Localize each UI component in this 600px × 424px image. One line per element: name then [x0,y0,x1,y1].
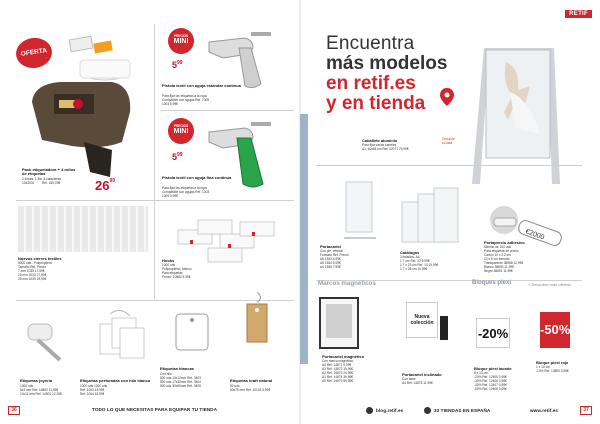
bottom-product-4-name: Etiquetas kraft natural [230,378,273,383]
footer-slogan: TODO LO QUE NECESITAS PARA EQUIPAR TU TIENDA [92,407,218,412]
sign-holder-detail-3: A6 1383 4,99€ [320,257,341,261]
price-labeler-image [12,32,142,182]
tag-gun-1-title: Pistola textil con aguja estándar contínua [162,84,241,88]
page-number-right: 37 [580,406,592,415]
plexi-rojo-detail-1: 1 x 10 cm [536,365,550,369]
fasteners-title: Nuevos cierres textiles [18,256,62,261]
magnetic-frame-detail-1: Con marco magnético [322,359,354,363]
hooks-image [168,210,288,270]
bottom-product-3-detail-3: 500 uds 17x30mm Ref. 3404 [160,380,201,384]
tag-gun-1-detail-3: 1303 5,99€ [162,102,178,106]
inclined-frame-image [438,314,450,342]
magnetic-frame-detail-4: A2 Ref. 14873 24,99€ [322,371,354,375]
hooks-title: Hooks [162,258,175,263]
tag-gun-1-detail-2: Compatible con agujas Ref. 1305 [162,98,210,102]
plexi-lacado-title: Bloque plexi lacado [474,366,512,371]
section-title-plexi: Bloques plexi [472,280,512,286]
labeler-price-dec: 99 [109,178,116,184]
plexi-rojo-title: Bloque plexi rojo [536,360,569,365]
section-title-magnetic: Marcos magnéticos [318,280,376,287]
store-icon [424,407,431,414]
magnetic-frame-detail-6: A0 Ref. 14875 59,99€ [322,379,354,383]
labeler-price-whole: 26 [95,178,110,193]
perforated-labels-image [90,306,150,366]
magnetic-frame-image [318,296,360,350]
precios-mini-2-line1: PRECIOS [173,124,189,128]
plexi-lacado-detail-2: -20% Ref. 12405 3,99€ [474,375,507,379]
precios-mini-line2: MINI [173,38,189,45]
tag-gun-2-price-dec: 99 [177,152,183,158]
headline-line3: en retif.es [326,73,416,94]
tag-gun-2-detail-3: 1305 5,99€ [162,194,178,198]
divider [160,110,294,111]
hooks-detail-2: Polipropileno, blanco [162,267,192,271]
price-holder-detail-7: Negro 38891 11,99€ [484,269,513,273]
price-holder-detail-1: Minimo de 100 uds [484,245,511,249]
oferta-badge: OFERTA [14,36,54,71]
price-holder-detail-2: Para etiquetas de precio [484,249,519,253]
tag-gun-2-image [205,118,275,193]
labeler-detail-1: 2 líneas, 1 fila, 8 caracteres [22,177,61,181]
precios-mini-line1: PRECIOS [173,34,189,38]
price-holder-detail-5: Transparente 38988 12,99€ [484,261,524,265]
price-holder-detail-4: 10 x 5 cm formato [484,257,510,261]
magnetic-frame-detail-2: A4 Ref. 14871 9,99€ [322,363,352,367]
precios-mini-badge-2 [168,118,194,144]
nueva-line1: Nueva [414,314,430,320]
bottom-product-3-detail-1: Con hilo [160,372,172,376]
sign-holder-detail-1: Con pie, vertical [320,249,343,253]
pin-caption-2: tu casa [442,141,453,145]
page-number-left: 36 [8,406,20,415]
tag-gun-2-detail-2: Compatible con agujas Ref. 1303 [162,190,210,194]
bottom-product-3-detail-2: 500 uds 10x12mm Ref. 3403 [160,376,201,380]
retif-logo: RETIF [565,10,592,18]
hooks-detail-4: Precio: 10882 5,99€ [162,275,191,279]
brochure-holder-title: Catálogos [400,250,420,255]
brochure-holder-image [396,184,466,248]
blog-icon [366,407,373,414]
sign-holder-detail-4: A5 1384 5,99€ [320,261,341,265]
inclined-frame-detail-1: Con base [402,377,416,381]
magnetic-frame-detail-3: A3 Ref. 14872 15,99€ [322,367,354,371]
poster-stand-detail-1: Para fijar varios carteles [362,143,397,147]
bottom-product-4-detail-2: 60x75 mm Ref. 10103 3,99€ [230,388,271,392]
hooks-detail-1: 1000 uds [162,263,176,267]
sign-holder-title: Portacartel [320,244,341,249]
jewelry-labels-image [24,316,68,366]
hooks-detail-3: Para etiquetas [162,271,183,275]
tag-gun-2-price-whole: 5 [172,152,178,162]
headline-line2: más modelos [326,53,448,74]
bottom-product-2-detail-3: Ref. 1064 16,99€ [80,392,105,396]
tag-gun-1-price-whole: 5 [172,60,178,70]
bottom-product-2-detail-1: 1000 uds 1000 uds [80,384,108,388]
bottom-product-4-detail-1: 50 uds [230,384,240,388]
discount-block-1: -20% [476,318,510,348]
bottom-product-1-detail-1: 1000 uds [20,384,34,388]
sign-holder-detail-2: Formato Ref. Precio [320,253,349,257]
magnetic-frame-detail-5: A1 Ref. 14874 39,99€ [322,375,354,379]
labeler-detail-3: Ref. 159,09€ [42,181,61,185]
tag-gun-2-detail-1: Para fijar las etiquetas a la ropa [162,186,207,190]
tag-gun-2-price [172,152,183,162]
headline-line4: y en tienda [326,93,426,114]
bottom-product-2-name: Etiquetas perforadas con hilo blanco [80,378,151,383]
brochure-holder-detail-1: 3 bolsillos, A4 [400,255,420,259]
inclined-frame-detail-2: A4 Ref. 14876 11,99€ [402,381,433,385]
column-divider [154,24,155,299]
svg-text:€2000: €2000 [524,228,546,242]
tag-gun-1-price [172,60,183,70]
price-holder-detail-6: Blanco 38890 11,99€ [484,265,514,269]
footer-web[interactable]: www.retif.es [530,408,559,413]
white-labels-image [172,310,212,354]
acrylic-sign-holder-image [340,178,380,248]
fasteners-detail-3: 7 mm 1035 17,59€ [18,269,45,273]
tag-gun-1-detail-1: Para fijar las etiquetas a la ropa [162,94,207,98]
more-offers-link[interactable]: + Descubre más ofertas [528,282,571,287]
bottom-product-3-name: Etiquetas blancas [160,366,195,371]
tag-gun-1-price-dec: 99 [177,60,183,66]
headline-line1: Encuentra [326,33,415,54]
inclined-frame-title: Portacartel inclinado [402,372,442,377]
fasteners-detail-1: 5000 uds - Polipropileno [18,261,53,265]
plexi-rojo-detail-2: -10% Ref. 13803 3,99€ [536,369,569,373]
headline [326,34,447,114]
fasteners-detail-5: 25 mm 1039 19,99€ [18,277,47,281]
footer-stores[interactable]: 33 TIENDAS EN ESPAÑA [434,408,491,413]
brochure-holder-detail-4: 1 7 x 28 cm 10,99€ [400,267,428,271]
bottom-product-1-name: Etiquetas joyería [20,378,53,383]
divider [16,200,294,201]
brochure-holder-detail-2: 1 7 cm Ref. 12 9,99€ [400,259,430,263]
price-holder-title: Portaprecio adhesivo [484,240,525,245]
fasteners-image [18,206,148,252]
nueva-line2: colección [410,320,434,326]
bottom-product-1-detail-3: 10x11 mm Ref. 14801 12,29€ [20,392,62,396]
plexi-lacado-detail-4: -40% Ref. 12407 3,99€ [474,383,507,387]
bottom-product-1-detail-2: 5x3 mm Ref. 14800 11,99€ [20,388,59,392]
fasteners-detail-4: 15 mm 1033 17,99€ [18,273,47,277]
nueva-coleccion-sign [406,302,438,338]
precios-mini-badge-1 [168,28,194,54]
kraft-label-image [242,292,272,346]
tag-gun-2-title: Pistola textil con aguja fina continua [162,176,232,180]
footer-blog[interactable]: blog.retif.es [376,408,404,413]
pin-caption-1: Cerca de [442,137,455,141]
labeler-title: Pack etiquetadora + 4 rollos de etiquetas [22,168,76,177]
price-holder-detail-3: Cartón 10 x 2.2 cm [484,253,511,257]
poster-stand-detail-2: A1, 60x84 cm Ref. 12071 79,99€ [362,147,409,151]
labeler-detail-2: 1043031 [22,181,35,185]
brochure-holder-detail-3: 1 7 x 23 cm Ref. 14 19,99€ [400,263,439,267]
magnetic-frame-title: Portacartel magnético [322,354,365,359]
poster-stand-title: Caballete aluminio [362,138,398,143]
bottom-product-2-detail-2: Ref. 1063 14,99€ [80,388,105,392]
plexi-lacado-detail-3: -30% Ref. 12406 3,99€ [474,379,507,383]
decorative-band [300,114,308,364]
precios-mini-2-line2: MINI [173,128,189,135]
plexi-lacado-detail-5: -50% Ref. 12408 3,99€ [474,387,507,391]
plexi-lacado-detail-1: 8 x 13 cm [474,371,488,375]
labeler-price [95,178,115,193]
divider [316,165,582,166]
fasteners-detail-2: Tamaño Ref. Precio [18,265,46,269]
bottom-product-3-detail-4: 500 uds 30x50mm Ref. 3405 [160,384,201,388]
location-pin-icon [440,88,454,106]
sign-holder-detail-5: A4 1385 7,99€ [320,265,341,269]
discount-block-2: -50% [540,312,570,348]
